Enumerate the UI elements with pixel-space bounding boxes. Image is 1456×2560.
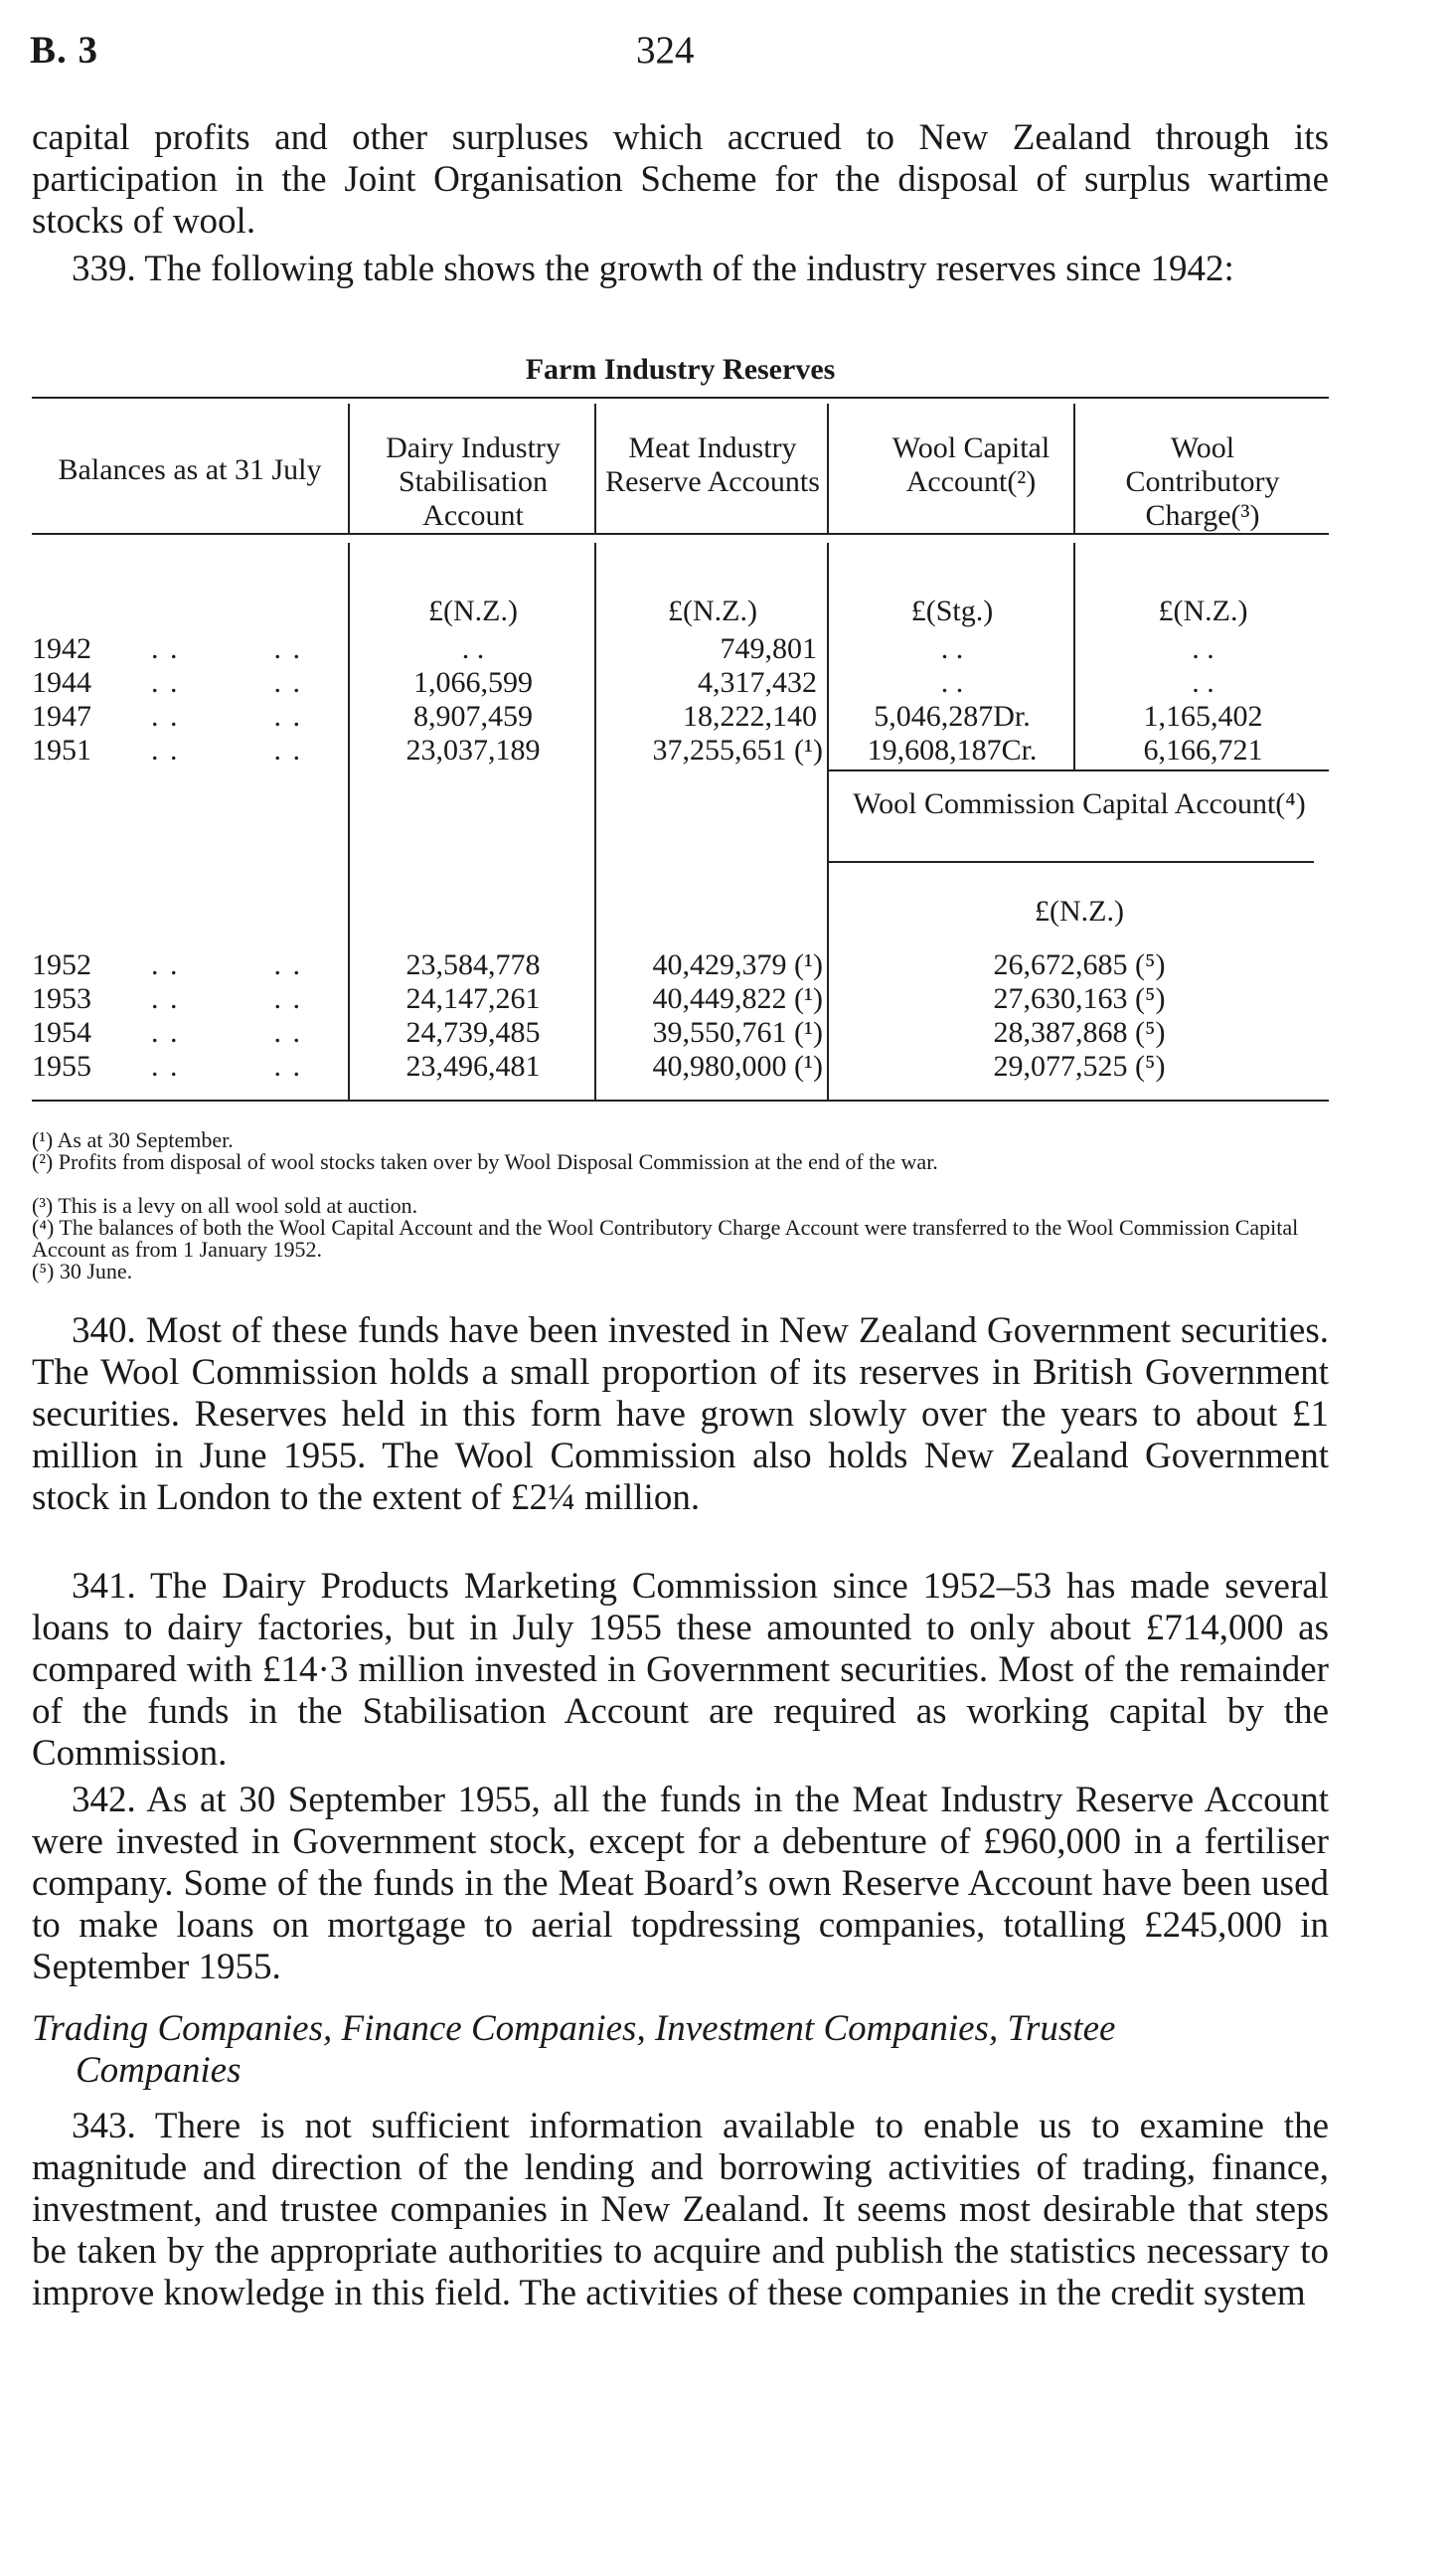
col-divider: [348, 404, 350, 533]
table-top-rule: [32, 397, 1329, 399]
unit-wool-capital: £(Stg.): [910, 595, 994, 627]
header-wool-commission: Wool Commission Capital Account(⁴): [853, 787, 1306, 820]
table-bottom-rule: [32, 1100, 1329, 1102]
wool-capital-cell: . .: [940, 632, 964, 665]
wool-contrib-cell: . .: [1192, 666, 1214, 699]
wool-capital-cell: . .: [940, 666, 964, 699]
paragraph-340: 340. Most of these funds have been invested in New Zealand Government securities. The Wool Commission holds a small proportion of its reserves in British Government securities. Reserves held in this form have grown slowly over the years to about £1 million in June 1955. The Wool Commission also holds New Zealand Government stock in London to the extent of £2¼ million.: [32, 1310, 1329, 1518]
meat-cell: 40,429,379 (¹): [652, 948, 823, 981]
dairy-cell: . .: [461, 632, 485, 665]
paragraph-339: 339. The following table shows the growth of the industry reserves since 1942:: [72, 249, 1234, 289]
leader-dots: . . . .: [151, 1016, 302, 1049]
wool-commission-cell: 26,672,685 (⁵): [993, 948, 1166, 981]
unit-dairy: £(N.Z.): [428, 595, 518, 627]
wool-section-rule: [827, 769, 1329, 771]
col-divider: [827, 404, 829, 533]
wool-commission-cell: 28,387,868 (⁵): [993, 1016, 1166, 1049]
year-cell: 1942: [32, 632, 91, 665]
wool-commission-cell: 29,077,525 (⁵): [993, 1050, 1166, 1083]
wool-contrib-cell: . .: [1192, 632, 1214, 665]
meat-cell: 749,801: [720, 632, 817, 665]
footnote-2: (²) Profits from disposal of wool stocks taken over by Wool Disposal Commission at the end of the war.: [32, 1149, 938, 1174]
header-balances: Balances as at 31 July: [58, 453, 322, 486]
farm-reserves-table: [32, 386, 1329, 1116]
dairy-cell: 23,496,481: [405, 1050, 541, 1083]
dairy-cell: 24,147,261: [405, 982, 541, 1015]
year-cell: 1951: [32, 734, 91, 767]
wool-commission-rule: [827, 861, 1314, 863]
footnote-3: (³) This is a levy on all wool sold at auction.: [32, 1193, 418, 1218]
meat-cell: 40,980,000 (¹): [652, 1050, 823, 1083]
header-wool-capital: Wool Capital Account(²): [891, 431, 1051, 498]
year-cell: 1954: [32, 1016, 91, 1049]
series-label: B. 3: [30, 29, 99, 72]
unit-meat: £(N.Z.): [668, 595, 757, 627]
dairy-cell: 1,066,599: [413, 666, 533, 699]
section-heading: [32, 2008, 1334, 2092]
year-cell: 1947: [32, 700, 91, 733]
header-dairy: Dairy Industry Stabilisation Account: [386, 431, 561, 532]
col-divider: [348, 543, 350, 1100]
col-divider: [1073, 404, 1075, 533]
leader-dots: . . . .: [151, 734, 302, 767]
header-meat: Meat Industry Reserve Accounts: [605, 431, 820, 498]
meat-cell: 40,449,822 (¹): [652, 982, 823, 1015]
page-number: 324: [636, 29, 695, 72]
col-divider: [827, 543, 829, 1100]
footnote-5: (⁵) 30 June.: [32, 1259, 133, 1283]
wool-capital-cell: 19,608,187Cr.: [867, 734, 1038, 767]
leader-dots: . . . .: [151, 632, 302, 665]
col-divider: [594, 543, 596, 1100]
wool-contrib-cell: 1,165,402: [1143, 700, 1263, 733]
year-cell: 1953: [32, 982, 91, 1015]
leader-dots: . . . .: [151, 948, 302, 981]
footnote-4: (⁴) The balances of both the Wool Capital Account and the Wool Contributory Charge Account were transferred to the Wool Commission Capital Account as from 1 January 1952.: [32, 1215, 1299, 1262]
section-heading-line2: Companies: [76, 2050, 242, 2091]
paragraph-343: 343. There is not sufficient information available to enable us to examine the magnitude and direction of the lending and borrowing activities of trading, finance, investment, and trustee companies in New Zealand. It seems most desirable that steps be taken by the appropriate authorities to acquire and publish the statistics necessary to improve knowledge in this field. The activities of these companies in the credit system: [32, 2106, 1329, 2313]
wool-commission-cell: 27,630,163 (⁵): [993, 982, 1166, 1015]
leader-dots: . . . .: [151, 982, 302, 1015]
year-cell: 1952: [32, 948, 91, 981]
table-caption: Farm Industry Reserves: [525, 353, 836, 386]
paragraph-342: 342. As at 30 September 1955, all the funds in the Meat Industry Reserve Account were invested in Government stock, except for a debenture of £960,000 in a fertiliser company. Some of the funds in the Meat Board’s own Reserve Account have been used to make loans on mortgage to aerial topdressing companies, totalling £245,000 in September 1955.: [32, 1780, 1329, 1987]
footnote-1: (¹) As at 30 September.: [32, 1127, 234, 1152]
col-divider: [1073, 543, 1075, 769]
header-wool-contrib: Wool Contributory Charge(³): [1125, 431, 1280, 532]
meat-cell: 4,317,432: [698, 666, 817, 699]
meat-cell: 37,255,651 (¹): [652, 734, 823, 767]
intro-paragraph: capital profits and other surpluses which accrued to New Zealand through its participation in the Joint Organisation Scheme for the disposal of surplus wartime stocks of wool.: [32, 117, 1329, 242]
year-cell: 1955: [32, 1050, 91, 1083]
section-heading-line1: Trading Companies, Finance Companies, Investment Companies, Trustee: [32, 2008, 1116, 2049]
dairy-cell: 23,037,189: [405, 734, 541, 767]
wool-contrib-cell: 6,166,721: [1143, 734, 1263, 767]
wool-capital-cell: 5,046,287Dr.: [874, 700, 1031, 733]
meat-cell: 18,222,140: [683, 700, 817, 733]
dairy-cell: 23,584,778: [405, 948, 541, 981]
leader-dots: . . . .: [151, 666, 302, 699]
meat-cell: 39,550,761 (¹): [652, 1016, 823, 1049]
paragraph-341: 341. The Dairy Products Marketing Commission since 1952–53 has made several loans to dairy factories, but in July 1955 these amounted to only about £714,000 as compared with £14·3 million invested in Government securities. Most of the remainder of the funds in the Stabilisation Account are required as working capital by the Commission.: [32, 1566, 1329, 1774]
dairy-cell: 8,907,459: [413, 700, 533, 733]
dairy-cell: 24,739,485: [405, 1016, 541, 1049]
leader-dots: . . . .: [151, 700, 302, 733]
col-divider: [594, 404, 596, 533]
table-header-rule: [32, 533, 1329, 535]
unit-wool-contrib: £(N.Z.): [1158, 595, 1248, 627]
year-cell: 1944: [32, 666, 91, 699]
unit-wool-commission: £(N.Z.): [1035, 895, 1124, 928]
leader-dots: . . . .: [151, 1050, 302, 1083]
